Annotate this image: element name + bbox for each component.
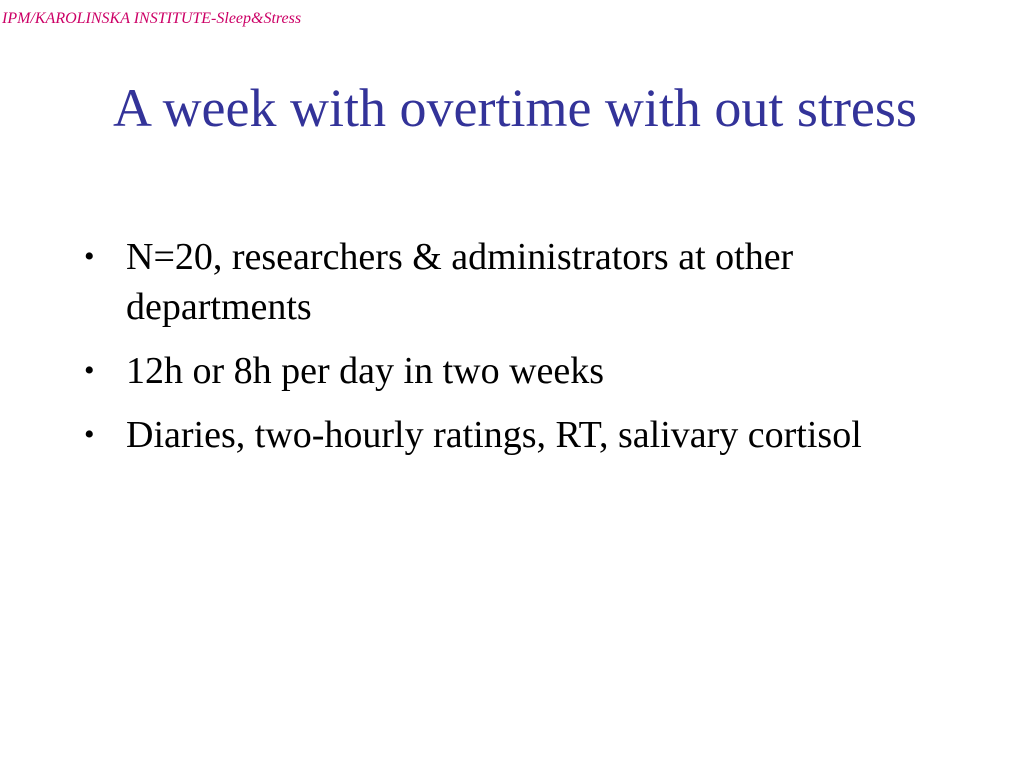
bullet-dot-icon: • bbox=[84, 418, 95, 451]
bullet-text-3: Diaries, two-hourly ratings, RT, salivary cortisol bbox=[126, 414, 862, 456]
slide-title: A week with overtime with out stress bbox=[113, 78, 917, 138]
bullet-text-2: 12h or 8h per day in two weeks bbox=[126, 350, 605, 392]
bullet-dot-icon: • bbox=[84, 240, 95, 273]
bullet-dot-icon: • bbox=[84, 354, 95, 387]
bullet-item-1 bbox=[84, 232, 944, 332]
bullet-item-3 bbox=[84, 410, 944, 460]
bullet-item-2 bbox=[84, 346, 944, 396]
header-note: IPM/KAROLINSKA INSTITUTE-Sleep&Stress bbox=[2, 10, 302, 27]
bullet-text-1: N=20, researchers & administrators at other departments bbox=[126, 236, 794, 328]
bullet-list bbox=[84, 232, 944, 474]
